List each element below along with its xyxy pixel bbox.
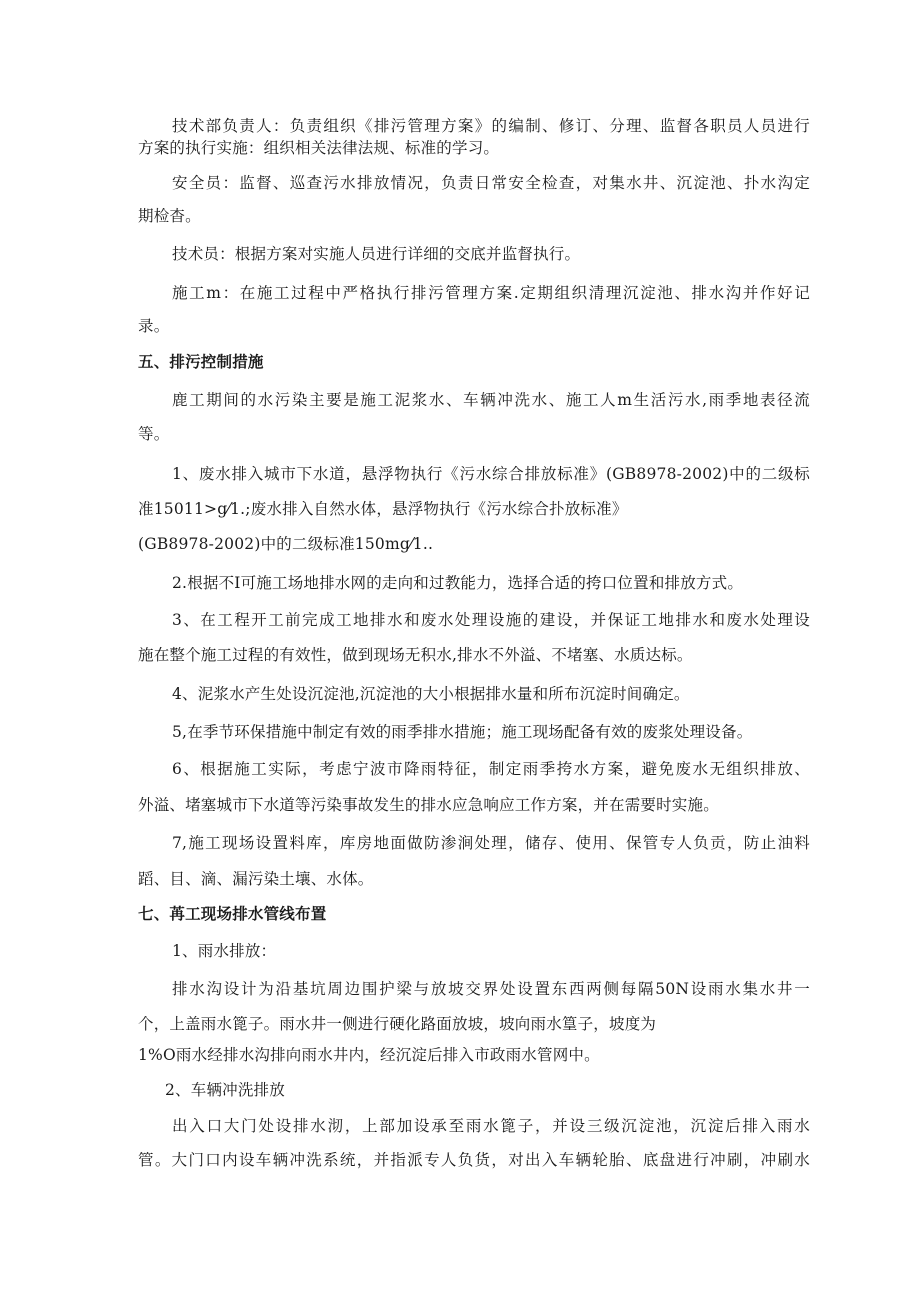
paragraph-line: 2.根据不I可施工场地排水网的走向和过教能力，选择合适的挎口位置和排放方式。 bbox=[172, 574, 744, 592]
paragraph-line: 1、雨水排放： bbox=[172, 942, 277, 960]
paragraph-line: 期检杳。 bbox=[138, 207, 201, 225]
paragraph-line: 6、根据施工实际，考虑宁波市降雨特征，制定雨季挎水方案，避免废水无组织排放、 bbox=[172, 760, 810, 778]
section-heading: 五、排污控制措施 bbox=[138, 353, 264, 371]
paragraph-line: 施工m：在施工过程中严格执行排污管理方案.定期组织清理沉淀池、排水沟并作好记 bbox=[172, 284, 810, 302]
paragraph-line: 安全员：监督、巡查污水排放情况，负责日常安全检查，对集水井、沉淀池、扑水沟定 bbox=[172, 174, 810, 192]
paragraph-line: 技术部负责人：负责组织《排污管理方案》的编制、修订、分理、监督各职员人员进行 bbox=[172, 117, 810, 135]
paragraph-line: 出入口大门处设排水沏，上部加设承至雨水篦子，并设三级沉淀池，沉淀后排入雨水 bbox=[172, 1117, 810, 1135]
paragraph-line: 4、泥浆水产生处设沉淀池,沉淀池的大小根据排水量和所布沉淀时间确定。 bbox=[172, 685, 690, 703]
paragraph-line: 管。大门口内设车辆冲洗系统，并指派专人负货，对出入车辆轮胎、底盘进行冲刷，冲刷水 bbox=[138, 1151, 810, 1169]
paragraph-line: 7,施工现场设置料库，库房地面做防渗涧处理，储存、使用、保管专人负贡，防止油料 bbox=[172, 834, 810, 852]
paragraph-line: 1%O雨水经排水沟排向雨水井内，经沉淀后排入市政雨水管网中。 bbox=[138, 1046, 600, 1064]
paragraph-line: 鹿工期间的水污染主要是施工泥浆水、车辆冲洗水、施工人m生活污水,雨季地表径流 bbox=[172, 391, 810, 409]
paragraph-line: (GB8978-2002)中的二级标准150mg⁄1.. bbox=[138, 535, 434, 553]
paragraph-line: 个，上盖雨水篦子。雨水井一侧进行硬化路面放坡，坡向雨水篁子，坡度为 bbox=[138, 1015, 657, 1033]
paragraph-line: 方案的执行实施：组织相关法律法规、标准的学习。 bbox=[138, 139, 500, 157]
section-heading: 七、苒工现场排水管线布置 bbox=[138, 905, 327, 923]
paragraph-line: 等。 bbox=[138, 425, 170, 443]
paragraph-line: 蹈、目、滴、漏污染土壤、水体。 bbox=[138, 870, 374, 888]
paragraph-line: 准15011>g⁄1.;废水排入自然水体，悬浮物执行《污水综合扑放标准》 bbox=[138, 500, 628, 518]
paragraph-line: 技术员：根据方案对实施人员进行详细的交底并监督执行。 bbox=[172, 245, 581, 263]
paragraph-line: 排水沟设计为沿基坑周边围护梁与放坡交界处设置东西两侧每隔50N设雨水集水井一 bbox=[172, 980, 810, 998]
paragraph-line: 录。 bbox=[138, 317, 170, 335]
paragraph-line: 2、车辆冲洗排放 bbox=[165, 1081, 285, 1099]
paragraph-line: 1、废水排入城市下水道，悬浮物执行《污水综合排放标准》(GB8978-2002)中的二级标 bbox=[172, 465, 810, 483]
paragraph-line: 施在整个施工过程的有效性，做到现场无积水,排水不外溢、不堵塞、水质达标。 bbox=[138, 646, 693, 664]
paragraph-line: 外溢、堵塞城市下水道等污染事故发生的排水应急响应工作方案，并在需要时实施。 bbox=[138, 796, 719, 814]
paragraph-line: 5,在季节环保措施中制定有效的雨季排水措施；施工现场配备有效的废浆处理设备。 bbox=[172, 723, 753, 741]
paragraph-line: 3、在工程开工前完成工地排水和废水处理设施的建设，并保证工地排水和废水处理设 bbox=[172, 611, 810, 629]
